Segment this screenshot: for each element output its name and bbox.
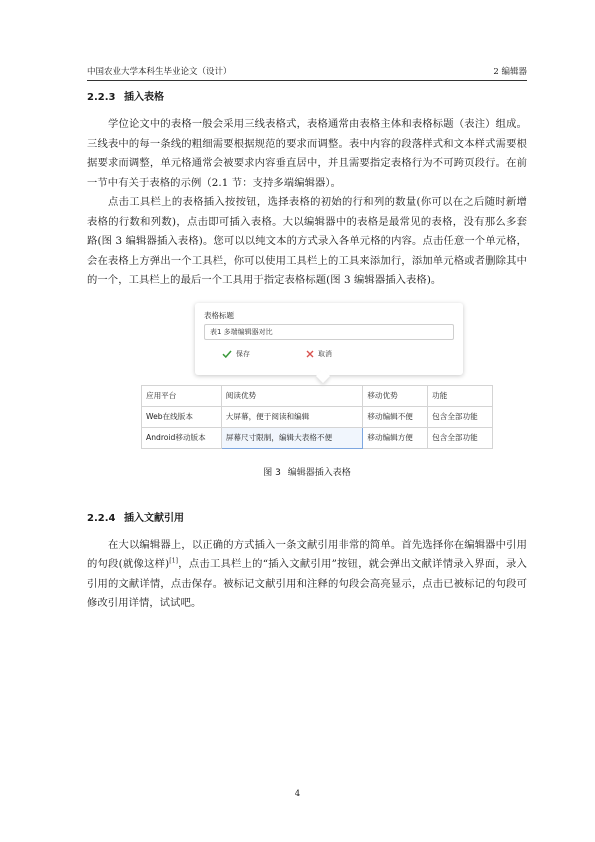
save-label: 保存: [236, 349, 250, 358]
table-header-cell[interactable]: 移动优势: [363, 385, 428, 406]
check-icon: [222, 350, 232, 358]
table-cell[interactable]: 移动编辑方便: [363, 427, 428, 448]
section-title: 插入文献引用: [123, 512, 184, 524]
figure-caption-text: 编辑器插入表格: [287, 467, 351, 478]
table-cell[interactable]: Web在线版本: [142, 406, 222, 427]
page-content: [87, 85, 527, 614]
figure-number: 图 3: [263, 467, 281, 478]
section-number: 2.2.3: [87, 92, 116, 103]
cancel-button[interactable]: [306, 349, 332, 359]
table-cell[interactable]: 包含全部功能: [428, 406, 493, 427]
popup-actions: [204, 349, 454, 359]
table-cell-selected[interactable]: 屏幕尺寸限制，编辑大表格不便: [221, 427, 363, 448]
table-cell[interactable]: Android移动版本: [142, 427, 222, 448]
table-cell[interactable]: 大屏幕，便于阅读和编辑: [221, 406, 363, 427]
close-icon: [306, 350, 314, 358]
page-number: 4: [294, 789, 301, 799]
paragraph: 学位论文中的表格一般会采用三线表格式，表格通常由表格主体和表格标题（表注）组成。三线表中的每一条线的粗细需要根据规范的要求而调整。表中内容的段落样式和文本样式需要根据要求而调整，单元格通常会被要求内容垂直居中，并且需要指定表格行为不可跨页段行。在前一节中有关于表格的示例（2.1 节：支持多端编辑器）。: [87, 118, 527, 189]
popup-title: 表格标题: [204, 310, 234, 320]
comparison-table: [141, 385, 493, 449]
table-row: [142, 406, 493, 427]
table-caption-popup: [195, 303, 463, 375]
paragraph-text: 在大以编辑器上，以正确的方式插入一条文献引用非常的简单。首先选择你在编辑器中引用的句段(就像这样): [87, 538, 527, 570]
header-thesis-title: 中国农业大学本科生毕业论文（设计）: [87, 67, 232, 77]
table-cell[interactable]: 移动编辑不便: [363, 406, 428, 427]
table-header-cell[interactable]: 应用平台: [142, 385, 222, 406]
section-title: 插入表格: [123, 92, 164, 103]
section-heading-2-2-3: [87, 91, 527, 105]
header-chapter: 2 编辑器: [493, 67, 527, 77]
cancel-label: 取消: [318, 349, 332, 358]
caption-input[interactable]: 表1 多端编辑器对比: [204, 324, 454, 340]
table-header-cell[interactable]: 阅读优势: [221, 385, 363, 406]
table-header-cell[interactable]: 功能: [428, 385, 493, 406]
citation-marker[interactable]: [1]: [169, 557, 179, 565]
paragraph: [87, 536, 527, 614]
section-heading-2-2-4: [87, 512, 527, 526]
save-button[interactable]: [222, 349, 250, 359]
page-header: [87, 65, 527, 81]
paragraph: 点击工具栏上的表格插入按按钮，选择表格的初始的行和列的数量(你可以在之后随时新增表格的行数和列数)，点击即可插入表格。大以编辑器中的表格是最常见的表格，没有那么多套路(图 3 编辑器插入表格)。您可以以纯文本的方式录入各单元格的内容。点击任意一个单元格，会在表格上方弹出一个工具栏，你可以使用工具栏上的工具来添加行，添加单元格或者删除其中的一个，工具栏上的最后一个工具用于指定表格标题(图 3 编辑器插入表格)。: [87, 196, 527, 286]
paragraph-text: ，点击工具栏上的“插入文献引用”按钮，就会弹出文献详情录入界面，录入引用的文献详情，点击保存。被标记文献引用和注释的句段会高亮显示，点击已被标记的句段可修改引用详情，试试吧。: [87, 558, 527, 609]
table-row: [142, 427, 493, 448]
table-header-row: [142, 385, 493, 406]
section-number: 2.2.4: [87, 512, 116, 524]
figure-caption: [87, 465, 527, 478]
table-cell[interactable]: 包含全部功能: [428, 427, 493, 448]
editor-table-figure: [141, 303, 493, 453]
